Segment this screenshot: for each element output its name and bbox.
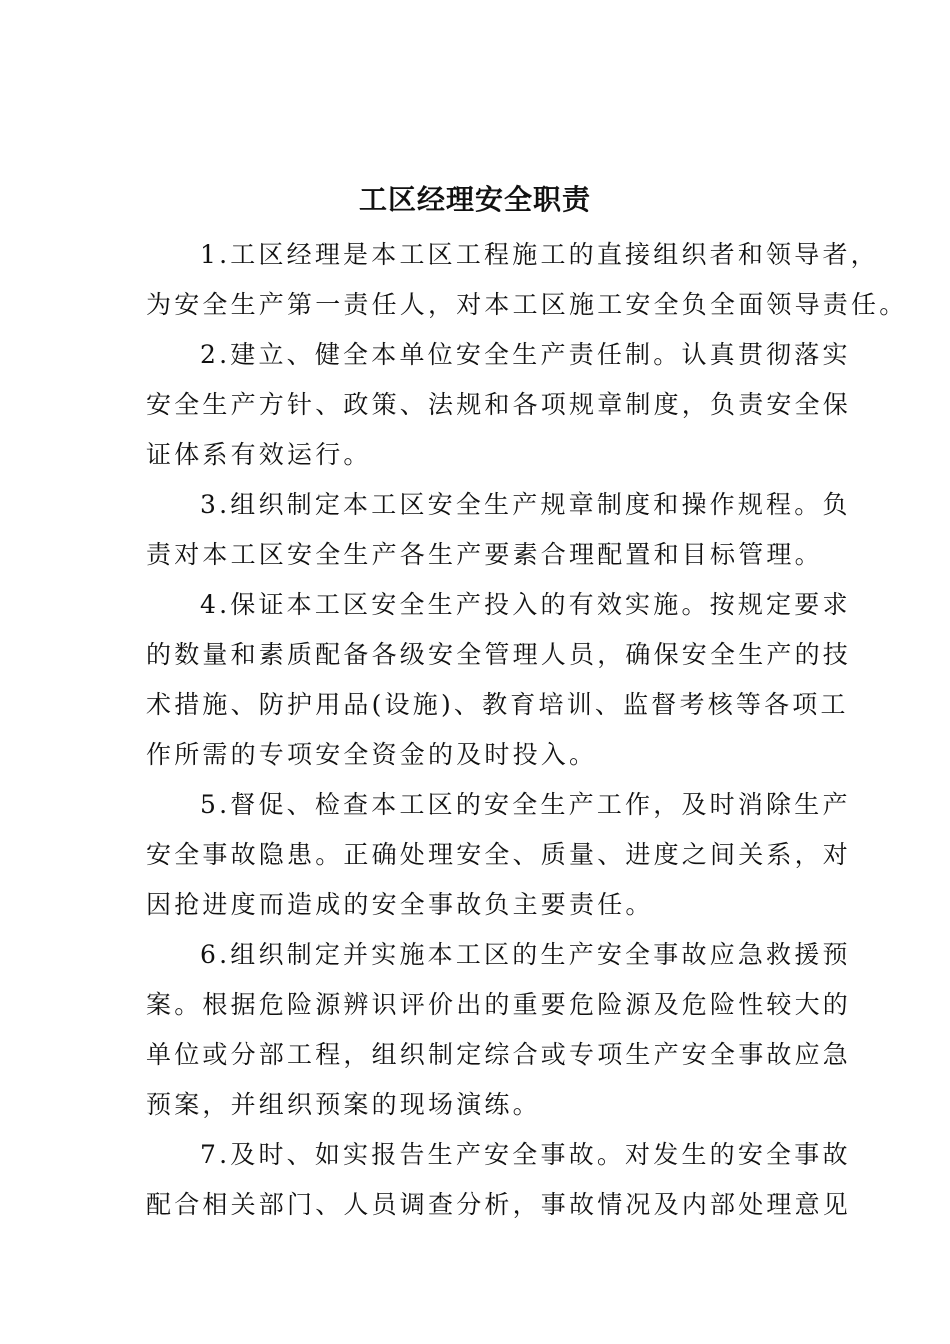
paragraph-line: 3.组织制定本工区安全生产规章制度和操作规程。负 — [200, 490, 851, 519]
paragraph-line: 的数量和素质配备各级安全管理人员，确保安全生产的技 — [146, 640, 852, 669]
paragraph-5 — [146, 780, 852, 930]
paragraph-line: 5.督促、检查本工区的安全生产工作，及时消除生产 — [200, 790, 851, 819]
paragraph-3 — [146, 480, 851, 580]
paragraph-line: 案。根据危险源辨识评价出的重要危险源及危险性较大的 — [146, 990, 852, 1019]
paragraph-1 — [146, 230, 908, 330]
paragraph-line: 安全生产方针、政策、法规和各项规章制度，负责安全保 — [146, 390, 852, 419]
paragraph-2 — [146, 330, 852, 480]
paragraph-line: 术措施、防护用品(设施)、教育培训、监督考核等各项工 — [146, 690, 849, 719]
paragraph-line: 证体系有效运行。 — [146, 440, 372, 469]
paragraph-line: 2.建立、健全本单位安全生产责任制。认真贯彻落实 — [200, 340, 851, 369]
paragraph-line: 4.保证本工区安全生产投入的有效实施。按规定要求 — [200, 590, 851, 619]
paragraph-line: 6.组织制定并实施本工区的生产安全事故应急救援预 — [200, 940, 851, 969]
document-body — [146, 230, 908, 1230]
paragraph-line: 预案，并组织预案的现场演练。 — [146, 1090, 541, 1119]
paragraph-line: 为安全生产第一责任人，对本工区施工安全负全面领导责任。 — [146, 290, 908, 319]
paragraph-line: 7.及时、如实报告生产安全事故。对发生的安全事故 — [200, 1140, 851, 1169]
paragraph-line: 单位或分部工程，组织制定综合或专项生产安全事故应急 — [146, 1040, 852, 1069]
paragraph-6 — [146, 930, 852, 1130]
paragraph-line: 责对本工区安全生产各生产要素合理配置和目标管理。 — [146, 540, 823, 569]
paragraph-7 — [146, 1130, 852, 1230]
document-title: 工区经理安全职责 — [358, 183, 591, 216]
paragraph-line: 1.工区经理是本工区工程施工的直接组织者和领导者， — [200, 240, 879, 269]
paragraph-line: 配合相关部门、人员调查分析，事故情况及内部处理意见 — [146, 1190, 852, 1219]
paragraph-line: 作所需的专项安全资金的及时投入。 — [146, 740, 598, 769]
paragraph-4 — [146, 580, 852, 780]
paragraph-line: 因抢进度而造成的安全事故负主要责任。 — [146, 890, 654, 919]
paragraph-line: 安全事故隐患。正确处理安全、质量、进度之间关系，对 — [146, 840, 852, 869]
